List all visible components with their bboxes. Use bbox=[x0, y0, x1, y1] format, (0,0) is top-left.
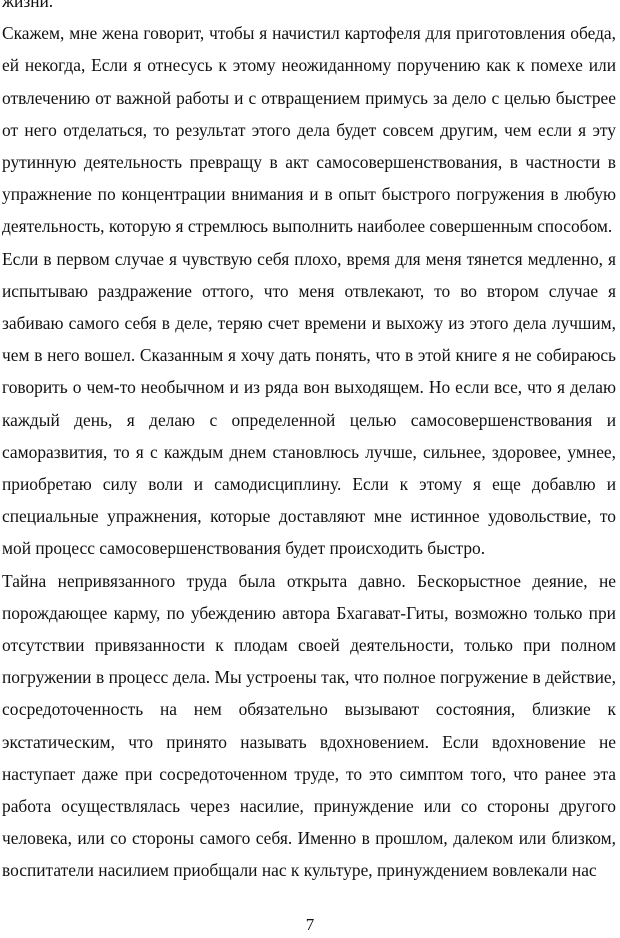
paragraph-self-improvement: Если в первом случае я чувствую себя плохо, время для меня тянется медленно, я испытываю раздражение оттого, что меня отвлекают, то во втором случае я забиваю самого себя в деле, теряю счет времени и выхожу из этого дела лучшим, чем в него вошел. Сказанным я хочу дать понять, что в этой книге я не собираюсь говорить о чем-то необычном и из ряда вон выходящем. Но если все, что я делаю каждый день, я делаю с определенной целью самосовершенствования и саморазвития, то я с каждым днем становлюсь лучше, сильнее, здоровее, умнее, приобретаю силу воли и самодисциплину. Если к этому я еще добавлю и специальные упражнения, которые доставляют мне истинное удовольствие, то мой процесс самосовершенствования будет происходить быстро. bbox=[2, 248, 616, 559]
body-text bbox=[2, 0, 616, 887]
paragraph-continuation: жизни. bbox=[2, 0, 54, 11]
paragraph-potato-example: Скажем, мне жена говорит, чтобы я начистил картофеля для приготовления обеда, ей некогда, Если я отнесусь к этому неожиданному поручению как к помехе или отвлечению от важной работы и с отвращением примусь за дело с целью быстрее от него отделаться, то результат этого дела будет совсем другим, чем если я эту рутинную деятельность превращу в акт самосовершенствования, в частности в упражнение по концентрации внимания и в опыт быстрого погружения в любую деятельность, которую я стремлюсь выполнить наиболее совершенным способом. bbox=[2, 23, 616, 237]
page-number: 7 bbox=[305, 915, 315, 934]
paragraph-detached-labor: Тайна непривязанного труда была открыта давно. Бескорыстное деяние, не порождающее карму, по убеждению автора Бхагават-Гиты, возможно только при отсутствии привязанности к плодам своей деятельности, только при полном погружении в процесс дела. Мы устроены так, что полное погружение в действие, сосредоточенность на нем обязательно вызывают состояния, близкие к экстатическим, что принято называть вдохновением. Если вдохновение не наступает даже при сосредоточенном труде, то это симптом того, что ранее эта работа осуществлялась через насилие, принуждение или со стороны другого человека, или со стороны самого себя. Именно в прошлом, далеком или близком, воспитатели насилием приобщали нас к культуре, принуждением вовлекали нас bbox=[2, 570, 616, 881]
